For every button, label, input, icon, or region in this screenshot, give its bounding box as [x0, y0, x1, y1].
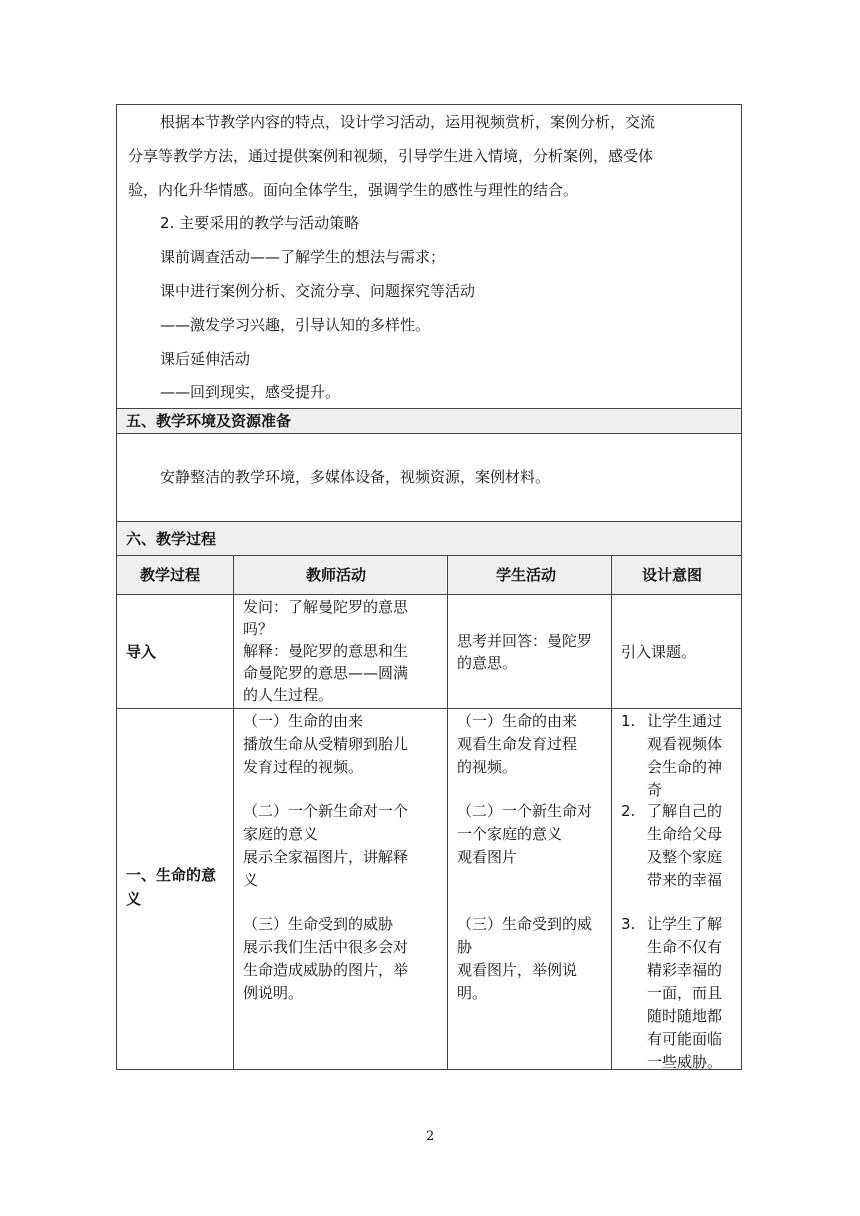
divider	[116, 594, 742, 595]
cell-line: 一些威胁。	[647, 1053, 723, 1071]
cell-line: 解释：曼陀罗的意思和生	[243, 642, 409, 660]
strategy-line: 课后延伸活动	[160, 350, 251, 368]
cell-line: 展示我们生活中很多会对	[243, 938, 409, 956]
divider	[116, 708, 742, 709]
cell-line: 展示全家福图片，讲解释	[243, 848, 409, 866]
stage-label: 义	[126, 890, 142, 908]
cell-line: 随时随地都	[647, 1007, 723, 1025]
cell-line: 会生命的神	[647, 758, 723, 776]
column-line	[447, 555, 448, 1070]
column-header: 设计意图	[642, 566, 703, 584]
stage-label: 导入	[126, 643, 157, 661]
cell-line: 让学生通过	[647, 712, 723, 730]
cell-line: （一）生命的由来	[243, 712, 364, 730]
list-number: 2.	[621, 802, 636, 820]
cell-line: 生命不仅有	[647, 938, 723, 956]
page-number: 2	[426, 1129, 435, 1144]
cell-line: 观看生命发育过程	[457, 735, 578, 753]
section-heading: 六、教学过程	[126, 530, 217, 548]
cell-line: 一面，而且	[647, 984, 723, 1002]
cell-line: 吗？	[243, 620, 274, 638]
cell-line: （一）生命的由来	[457, 712, 578, 730]
paragraph-line: 验，内化升华情感。面向全体学生，强调学生的感性与理性的结合。	[128, 181, 579, 199]
cell-line: 有可能面临	[647, 1030, 723, 1048]
section-text: 安静整洁的教学环境，多媒体设备，视频资源，案例材料。	[160, 468, 551, 486]
strategy-line: 课中进行案例分析、交流分享、问题探究等活动	[160, 282, 476, 300]
cell-line: 命曼陀罗的意思——圆满	[243, 664, 409, 682]
cell-line: 及整个家庭	[647, 848, 723, 866]
cell-line: 胁	[457, 938, 473, 956]
cell-line: （三）生命受到的威	[457, 915, 593, 933]
cell-line: 观看视频体	[647, 735, 723, 753]
strategy-line: ——回到现实，感受提升。	[160, 383, 341, 401]
cell-line: 发育过程的视频。	[243, 758, 364, 776]
cell-line: 例说明。	[243, 984, 304, 1002]
cell-line: 家庭的意义	[243, 825, 319, 843]
student-activity: 思考并回答：曼陀罗	[457, 632, 593, 650]
cell-line: 发问：了解曼陀罗的意思	[243, 598, 409, 616]
cell-line: （二）一个新生命对一个	[243, 802, 409, 820]
cell-line: 生命给父母	[647, 825, 723, 843]
cell-line: 一个家庭的意义	[457, 825, 563, 843]
student-activity: 的意思。	[457, 654, 518, 672]
cell-line: 了解自己的	[647, 802, 723, 820]
divider	[116, 408, 742, 409]
cell-line: 让学生了解	[647, 915, 723, 933]
cell-line: 观看图片，举例说	[457, 961, 578, 979]
paragraph-line: 根据本节教学内容的特点，设计学习活动，运用视频赏析，案例分析，交流	[160, 113, 656, 131]
cell-line: 的视频。	[457, 758, 518, 776]
section-heading: 五、教学环境及资源准备	[126, 412, 292, 430]
list-item-2: 2. 主要采用的教学与活动策略	[160, 214, 360, 232]
divider	[116, 433, 742, 434]
column-line	[611, 555, 612, 1070]
paragraph-line: 分享等教学方法，通过提供案例和视频，引导学生进入情境，分析案例，感受体	[128, 147, 654, 165]
column-line	[233, 555, 234, 1070]
list-number: 3.	[621, 915, 636, 933]
cell-line: 的人生过程。	[243, 686, 334, 704]
cell-line: 精彩幸福的	[647, 961, 723, 979]
stage-label: 一、生命的意	[126, 866, 217, 884]
cell-line: （三）生命受到的威胁	[243, 915, 394, 933]
strategy-line: ——激发学习兴趣，引导认知的多样性。	[160, 316, 431, 334]
cell-line: （二）一个新生命对	[457, 802, 593, 820]
cell-line: 观看图片	[457, 848, 518, 866]
cell-line: 义	[243, 871, 259, 889]
column-header: 教师活动	[306, 566, 367, 584]
list-number: 1.	[621, 712, 636, 730]
cell-line: 播放生命从受精卵到胎儿	[243, 735, 409, 753]
cell-line: 生命造成威胁的图片，举	[243, 961, 409, 979]
strategy-line: 课前调查活动——了解学生的想法与需求；	[160, 248, 446, 266]
column-header: 学生活动	[496, 566, 557, 584]
cell-line: 带来的幸福	[647, 871, 723, 889]
design-intent: 引入课题。	[621, 643, 697, 661]
column-header: 教学过程	[140, 566, 201, 584]
cell-line: 奇	[647, 781, 663, 799]
cell-line: 明。	[457, 984, 488, 1002]
